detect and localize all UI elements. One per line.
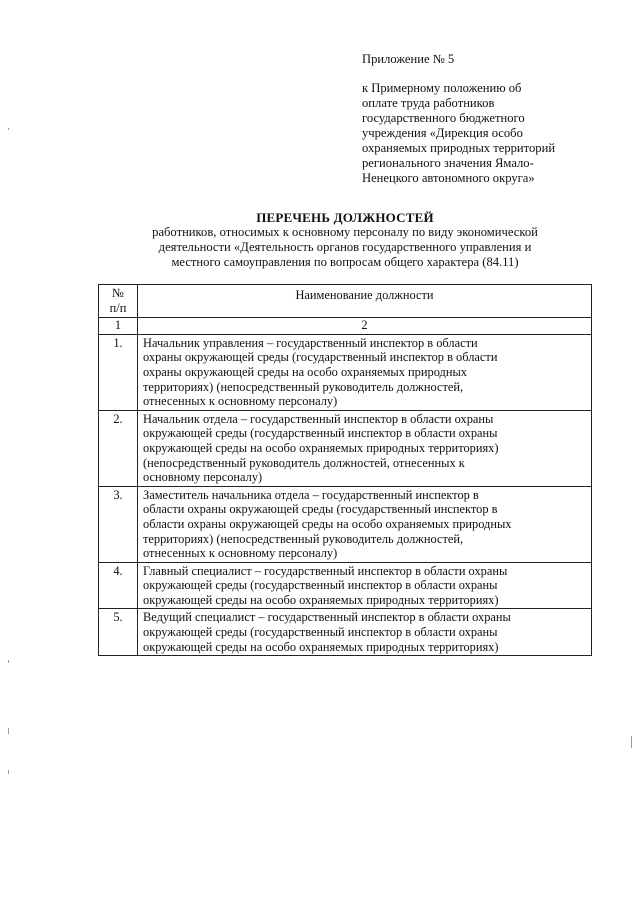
position-name-line: отнесенных к основному персоналу) <box>143 546 338 561</box>
document-subtitle-line: местного самоуправления по вопросам общего характера (84.11) <box>171 255 519 269</box>
column-header-position-name: Наименование должности <box>138 285 592 318</box>
position-name-line: отнесенных к основному персоналу) <box>143 394 338 409</box>
column-header-number-line: № <box>112 286 124 300</box>
document-subtitle <box>100 225 590 270</box>
row-number: 3. <box>99 486 138 562</box>
column-index-number: 1 <box>99 318 138 335</box>
position-name-line: Главный специалист – государственный инспектор в области охраны <box>143 563 508 578</box>
position-name <box>138 486 592 562</box>
position-name <box>138 334 592 410</box>
position-name-line: Ведущий специалист – государственный инспектор в области охраны <box>143 610 511 625</box>
scan-artifact-mark <box>631 736 632 748</box>
position-name-line: охраны окружающей среды (государственный инспектор в области <box>143 350 498 365</box>
position-name <box>138 609 592 656</box>
row-number: 5. <box>99 609 138 656</box>
document-title: ПЕРЕЧЕНЬ ДОЛЖНОСТЕЙ <box>256 210 434 225</box>
row-number: 4. <box>99 562 138 609</box>
appendix-description-line: оплате труда работников <box>362 96 495 110</box>
column-index-name: 2 <box>138 318 592 335</box>
document-subtitle-line: работников, относимых к основному персоналу по виду экономической <box>152 225 538 239</box>
row-number: 1. <box>99 334 138 410</box>
position-name <box>138 562 592 609</box>
appendix-description-line: Ненецкого автономного округа» <box>362 171 535 185</box>
appendix-description-line: охраняемых природных территорий <box>362 141 556 155</box>
position-name-line: территориях) (непосредственный руководитель должностей, <box>143 379 464 394</box>
positions-table <box>98 284 592 656</box>
appendix-block <box>362 52 602 186</box>
table-row <box>99 486 592 562</box>
position-name-line: основному персоналу) <box>143 470 263 485</box>
position-name-line: окружающей среды на особо охраняемых природных территориях) <box>143 440 499 455</box>
row-number: 2. <box>99 410 138 486</box>
table-row <box>99 562 592 609</box>
column-index-row <box>99 318 592 335</box>
position-name-line: области охраны окружающей среды (государственный инспектор в <box>143 502 498 517</box>
appendix-description-line: регионального значения Ямало- <box>362 156 534 170</box>
position-name-line: (непосредственный руководитель должностей, отнесенных к <box>143 455 465 470</box>
position-name-line: окружающей среды на особо охраняемых природных территориях) <box>143 592 499 607</box>
appendix-description-line: государственного бюджетного <box>362 111 525 125</box>
position-name-line: окружающей среды на особо охраняемых природных территориях) <box>143 639 499 654</box>
table-row <box>99 334 592 410</box>
column-header-number <box>99 285 138 318</box>
position-name-line: охраны окружающей среды на особо охраняемых природных <box>143 364 467 379</box>
table-header-row <box>99 285 592 318</box>
table-row <box>99 609 592 656</box>
document-heading <box>100 210 590 270</box>
scan-artifact-mark <box>8 128 9 130</box>
position-name-line: окружающей среды (государственный инспектор в области охраны <box>143 578 498 593</box>
appendix-description-line: учреждения «Дирекция особо <box>362 126 523 140</box>
position-name <box>138 410 592 486</box>
position-name-line: Заместитель начальника отдела – государственный инспектор в <box>143 487 479 502</box>
table-row <box>99 410 592 486</box>
position-name-line: Начальник отдела – государственный инспектор в области охраны <box>143 411 494 426</box>
column-header-number-line: п/п <box>109 300 127 315</box>
appendix-description-line: к Примерному положению об <box>362 81 522 95</box>
scan-artifact-mark <box>8 728 9 734</box>
document-subtitle-line: деятельности «Деятельность органов государственного управления и <box>158 240 532 254</box>
position-name-line: окружающей среды (государственный инспектор в области охраны <box>143 625 498 640</box>
appendix-number: Приложение № 5 <box>362 52 455 66</box>
scan-artifact-mark <box>8 660 9 663</box>
scan-artifact-mark <box>8 770 9 774</box>
position-name-line: области охраны окружающей среды на особо охраняемых природных <box>143 516 512 531</box>
position-name-line: окружающей среды (государственный инспектор в области охраны <box>143 426 498 441</box>
position-name-line: территориях) (непосредственный руководитель должностей, <box>143 531 464 546</box>
position-name-line: Начальник управления – государственный инспектор в области <box>143 335 478 350</box>
appendix-description <box>362 81 602 186</box>
